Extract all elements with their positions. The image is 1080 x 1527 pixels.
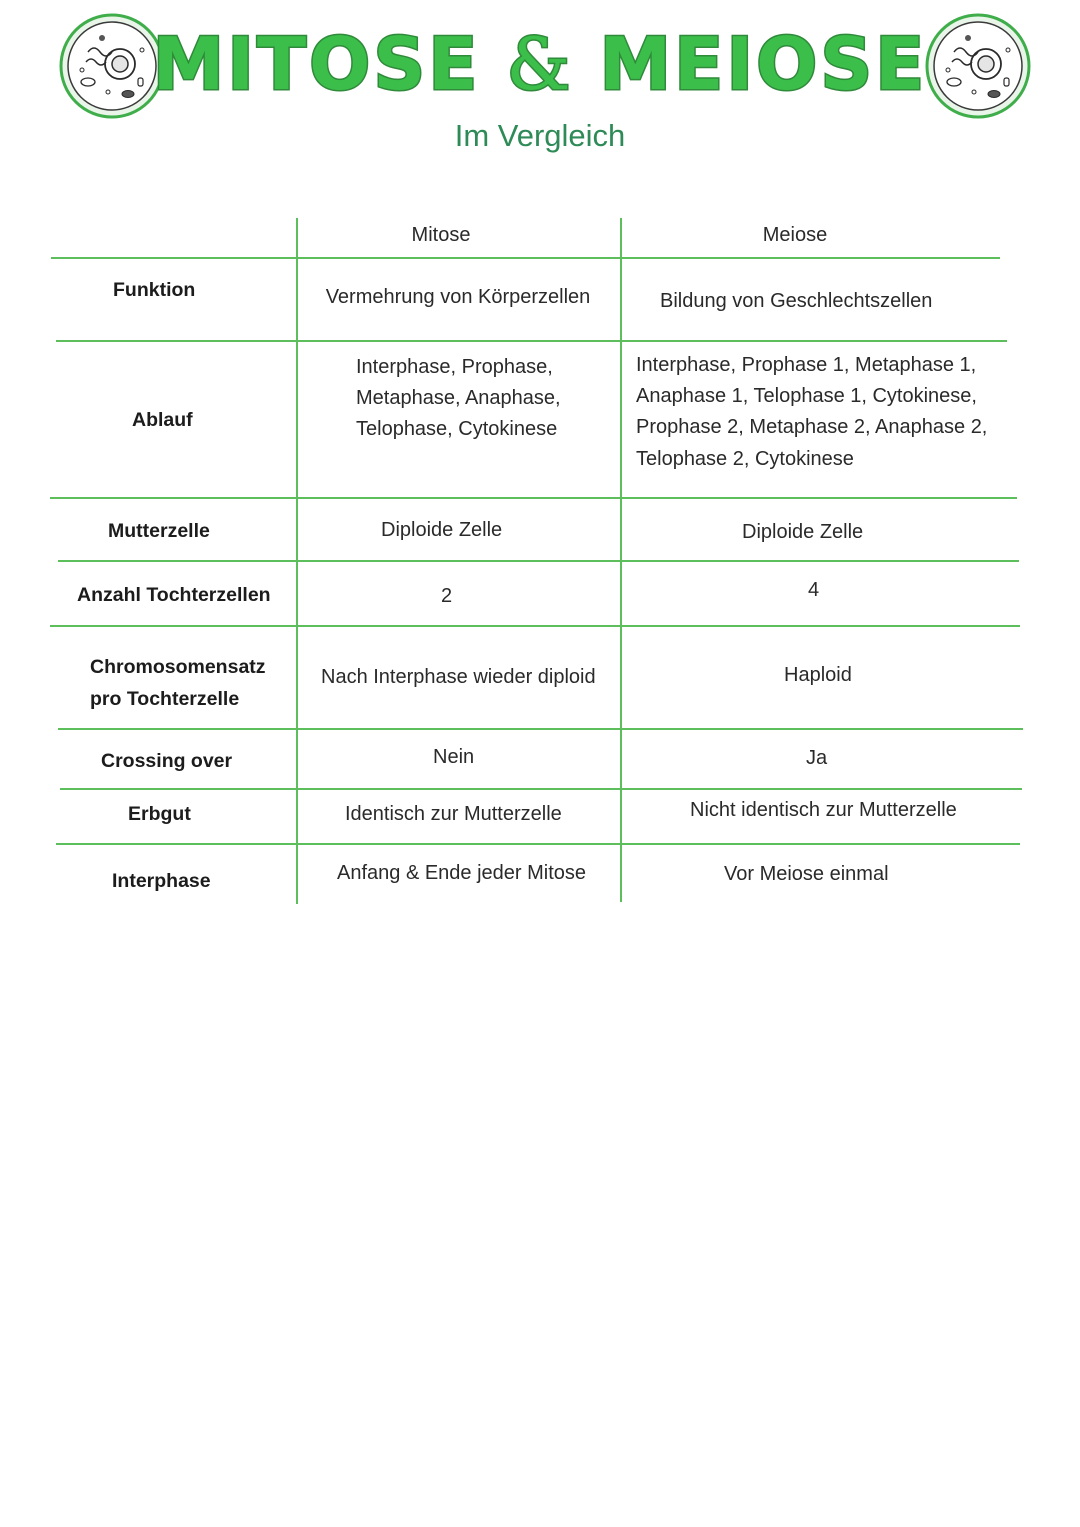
cell-meiose-funktion: Bildung von Geschlechtszellen [660,290,933,312]
row-label-anzahl-tochterzellen: Anzahl Tochterzellen [77,584,271,606]
cell-line: Interphase, Prophase 1, Metaphase 1, [636,354,977,376]
row-label-interphase: Interphase [112,870,211,892]
table-divider-horizontal [56,843,1020,845]
cell-line: Telophase 2, Cytokinese [636,448,854,470]
title-meiose: MEIOSE [599,22,928,106]
page-subtitle: Im Vergleich [454,118,626,153]
page-title [0,22,1080,106]
cell-line: Anaphase 1, Telophase 1, Cytokinese, [636,385,977,407]
row-label-line: Chromosomensatz [90,656,266,678]
cell-mitose-crossing-over: Nein [433,746,475,768]
cell-meiose-anzahl: 4 [808,579,820,601]
table-divider-horizontal [50,497,1017,499]
table-divider-horizontal [56,340,1007,342]
cell-mitose-anzahl: 2 [441,585,453,607]
cell-meiose-interphase: Vor Meiose einmal [724,863,889,885]
title-ampersand: & [506,22,574,106]
row-label-mutterzelle: Mutterzelle [108,520,210,542]
cell-line: Telophase, Cytokinese [356,418,558,440]
cell-mitose-erbgut: Identisch zur Mutterzelle [345,803,562,825]
row-label-line: pro Tochterzelle [90,688,240,710]
title-mitose: MITOSE [152,22,481,106]
cell-meiose-chromosomensatz: Haploid [784,664,852,686]
cell-meiose-crossing-over: Ja [806,747,828,769]
table-divider-horizontal [58,728,1023,730]
cell-mitose-chromosomensatz: Nach Interphase wieder diploid [321,666,596,688]
column-header-mitose: Mitose [411,224,471,246]
cell-meiose-erbgut: Nicht identisch zur Mutterzelle [690,799,957,821]
column-header-meiose: Meiose [762,224,828,246]
row-label-crossing-over: Crossing over [101,750,233,772]
cell-mitose-mutterzelle: Diploide Zelle [381,519,503,541]
cell-line: Interphase, Prophase, [356,356,553,378]
table-divider-horizontal [51,257,1000,259]
cell-line: Prophase 2, Metaphase 2, Anaphase 2, [636,416,988,438]
row-label-erbgut: Erbgut [128,803,191,825]
row-label-funktion: Funktion [113,279,196,301]
row-label-ablauf: Ablauf [132,409,193,431]
cell-mitose-funktion: Vermehrung von Körperzellen [325,286,591,308]
cell-mitose-interphase: Anfang & Ende jeder Mitose [337,862,587,884]
cell-meiose-mutterzelle: Diploide Zelle [742,521,864,543]
table-divider-horizontal [60,788,1022,790]
table-divider-horizontal [58,560,1019,562]
cell-line: Metaphase, Anaphase, [356,387,561,409]
table-divider-horizontal [50,625,1020,627]
